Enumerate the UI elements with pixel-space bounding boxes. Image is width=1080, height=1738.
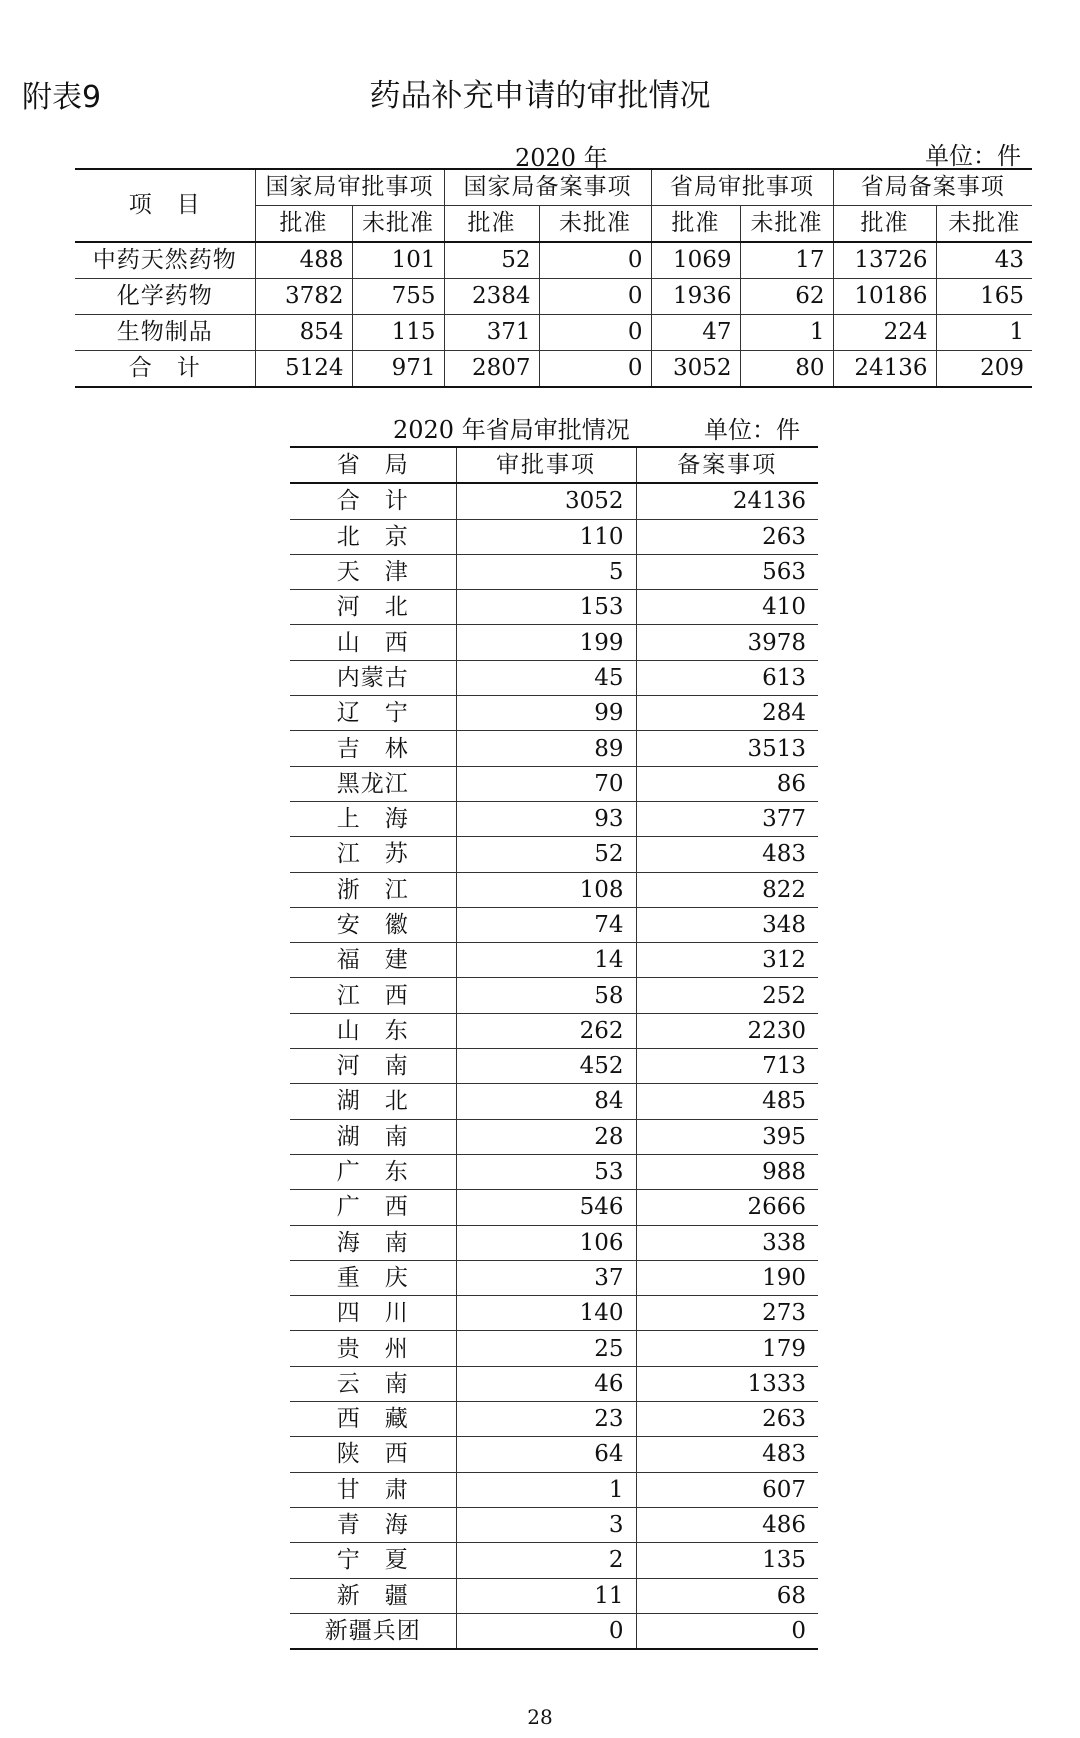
table-row — [290, 625, 818, 660]
table-cell: 89 — [456, 731, 636, 766]
table-row — [290, 872, 818, 907]
province-cell: 山 东 — [290, 1013, 456, 1048]
table-row — [290, 1296, 818, 1331]
table-row — [75, 242, 1032, 279]
table-cell: 1069 — [651, 242, 740, 279]
table-cell: 190 — [636, 1260, 818, 1295]
sub-header: 批准 — [444, 206, 539, 243]
table-cell: 45 — [456, 660, 636, 695]
table-cell: 28 — [456, 1119, 636, 1154]
table-cell: 410 — [636, 590, 818, 625]
table-row — [290, 1119, 818, 1154]
table-cell: 2666 — [636, 1190, 818, 1225]
table-cell: 284 — [636, 696, 818, 731]
table-row — [290, 590, 818, 625]
table-cell: 0 — [539, 279, 651, 315]
table-cell: 13726 — [833, 242, 936, 279]
provincial-approval-table — [290, 446, 818, 1650]
table-cell: 24136 — [636, 483, 818, 519]
table-cell: 0 — [636, 1613, 818, 1649]
table-row — [290, 1260, 818, 1295]
province-cell: 湖 北 — [290, 1084, 456, 1119]
row-label: 中药天然药物 — [75, 242, 255, 279]
province-cell: 河 南 — [290, 1049, 456, 1084]
province-cell: 新疆兵团 — [290, 1613, 456, 1649]
table-cell: 0 — [539, 315, 651, 351]
table-row — [290, 1613, 818, 1649]
table-cell: 1333 — [636, 1366, 818, 1401]
table-cell: 252 — [636, 978, 818, 1013]
table-cell: 93 — [456, 801, 636, 836]
group-header: 省局备案事项 — [833, 169, 1032, 206]
table-cell: 0 — [456, 1613, 636, 1649]
group-header: 国家局备案事项 — [444, 169, 651, 206]
table1-unit: 单位：件 — [925, 142, 1021, 170]
table-cell: 46 — [456, 1366, 636, 1401]
page-number: 28 — [527, 1705, 553, 1729]
table-cell: 2 — [456, 1543, 636, 1578]
table-cell: 165 — [936, 279, 1032, 315]
row-label: 生物制品 — [75, 315, 255, 351]
province-cell: 山 西 — [290, 625, 456, 660]
table-cell: 62 — [740, 279, 833, 315]
table-cell: 1 — [740, 315, 833, 351]
table-cell: 1936 — [651, 279, 740, 315]
group-header: 国家局审批事项 — [255, 169, 444, 206]
table-row — [290, 907, 818, 942]
table-row — [290, 1084, 818, 1119]
province-cell: 安 徽 — [290, 907, 456, 942]
table-cell: 563 — [636, 554, 818, 589]
table-cell: 108 — [456, 872, 636, 907]
table-row — [290, 1190, 818, 1225]
sub-header: 批准 — [833, 206, 936, 243]
table-cell: 209 — [936, 351, 1032, 388]
table-cell: 17 — [740, 242, 833, 279]
table-cell: 273 — [636, 1296, 818, 1331]
table-row — [75, 279, 1032, 315]
sub-header: 未批准 — [352, 206, 444, 243]
table-cell: 713 — [636, 1049, 818, 1084]
group-header: 省局审批事项 — [651, 169, 833, 206]
row-header: 项 目 — [75, 169, 255, 242]
table-cell: 607 — [636, 1472, 818, 1507]
table-cell: 47 — [651, 315, 740, 351]
sub-header: 批准 — [255, 206, 352, 243]
table-row — [290, 1331, 818, 1366]
table-cell: 371 — [444, 315, 539, 351]
table2-unit: 单位：件 — [704, 416, 800, 444]
table-cell: 2807 — [444, 351, 539, 388]
province-cell: 四 川 — [290, 1296, 456, 1331]
table-row — [290, 696, 818, 731]
table-cell: 0 — [539, 351, 651, 388]
table-cell: 338 — [636, 1225, 818, 1260]
table-cell: 263 — [636, 1402, 818, 1437]
table-row — [290, 1402, 818, 1437]
table-cell: 52 — [456, 837, 636, 872]
table-row — [290, 1366, 818, 1401]
province-cell: 甘 肃 — [290, 1472, 456, 1507]
province-cell: 吉 林 — [290, 731, 456, 766]
table-cell: 483 — [636, 837, 818, 872]
table-cell: 3 — [456, 1507, 636, 1542]
table-cell: 135 — [636, 1543, 818, 1578]
table-cell: 546 — [456, 1190, 636, 1225]
table-cell: 452 — [456, 1049, 636, 1084]
province-cell: 广 东 — [290, 1154, 456, 1189]
table-cell: 2230 — [636, 1013, 818, 1048]
table-cell: 70 — [456, 766, 636, 801]
table-cell: 101 — [352, 242, 444, 279]
table-row — [290, 1437, 818, 1472]
table-row — [290, 1013, 818, 1048]
sub-header: 未批准 — [539, 206, 651, 243]
table-cell: 377 — [636, 801, 818, 836]
province-cell: 上 海 — [290, 801, 456, 836]
table-row — [290, 1507, 818, 1542]
table1-year: 2020 年 — [515, 144, 608, 172]
table-cell: 3978 — [636, 625, 818, 660]
col-header-approval: 审批事项 — [456, 447, 636, 483]
table-cell: 5 — [456, 554, 636, 589]
province-cell: 北 京 — [290, 519, 456, 554]
province-cell: 江 西 — [290, 978, 456, 1013]
province-cell: 陕 西 — [290, 1437, 456, 1472]
table-cell: 14 — [456, 943, 636, 978]
table-row — [290, 943, 818, 978]
table-row — [290, 1578, 818, 1613]
province-cell: 海 南 — [290, 1225, 456, 1260]
table-cell: 3052 — [651, 351, 740, 388]
table-cell: 10186 — [833, 279, 936, 315]
col-header-province: 省 局 — [290, 447, 456, 483]
table-cell: 84 — [456, 1084, 636, 1119]
table-cell: 11 — [456, 1578, 636, 1613]
province-cell: 新 疆 — [290, 1578, 456, 1613]
table-cell: 488 — [255, 242, 352, 279]
row-label: 化学药物 — [75, 279, 255, 315]
table-row — [290, 801, 818, 836]
table-cell: 24136 — [833, 351, 936, 388]
table-cell: 23 — [456, 1402, 636, 1437]
table-cell: 25 — [456, 1331, 636, 1366]
table-row — [290, 978, 818, 1013]
table-cell: 58 — [456, 978, 636, 1013]
province-cell: 贵 州 — [290, 1331, 456, 1366]
table-cell: 348 — [636, 907, 818, 942]
province-cell: 广 西 — [290, 1190, 456, 1225]
province-cell: 河 北 — [290, 590, 456, 625]
table-cell: 483 — [636, 1437, 818, 1472]
table-cell: 988 — [636, 1154, 818, 1189]
table-cell: 153 — [456, 590, 636, 625]
table-cell: 43 — [936, 242, 1032, 279]
table-cell: 140 — [456, 1296, 636, 1331]
table-cell: 485 — [636, 1084, 818, 1119]
table-row — [290, 1225, 818, 1260]
province-cell: 青 海 — [290, 1507, 456, 1542]
table-cell: 0 — [539, 242, 651, 279]
province-cell: 湖 南 — [290, 1119, 456, 1154]
table-cell: 3782 — [255, 279, 352, 315]
table-cell: 822 — [636, 872, 818, 907]
province-cell: 西 藏 — [290, 1402, 456, 1437]
table-cell: 854 — [255, 315, 352, 351]
province-cell: 江 苏 — [290, 837, 456, 872]
sub-header: 批准 — [651, 206, 740, 243]
table-row — [290, 1154, 818, 1189]
table-cell: 613 — [636, 660, 818, 695]
table-row — [75, 351, 1032, 388]
province-cell: 黑龙江 — [290, 766, 456, 801]
province-cell: 重 庆 — [290, 1260, 456, 1295]
province-cell: 云 南 — [290, 1366, 456, 1401]
table-cell: 199 — [456, 625, 636, 660]
province-cell: 福 建 — [290, 943, 456, 978]
province-cell: 合 计 — [290, 483, 456, 519]
table-cell: 80 — [740, 351, 833, 388]
table-row — [75, 315, 1032, 351]
table2-title: 2020 年省局审批情况 — [393, 416, 630, 444]
table-cell: 1 — [456, 1472, 636, 1507]
table-cell: 3052 — [456, 483, 636, 519]
table-cell: 179 — [636, 1331, 818, 1366]
table-cell: 99 — [456, 696, 636, 731]
table-cell: 971 — [352, 351, 444, 388]
table-cell: 53 — [456, 1154, 636, 1189]
national-provincial-approval-table — [75, 168, 1032, 388]
table-row — [290, 660, 818, 695]
page-title: 药品补充申请的审批情况 — [369, 78, 711, 114]
table-cell: 3513 — [636, 731, 818, 766]
table-row — [290, 837, 818, 872]
table-cell: 74 — [456, 907, 636, 942]
table-cell: 52 — [444, 242, 539, 279]
table-cell: 37 — [456, 1260, 636, 1295]
table-row — [290, 1049, 818, 1084]
table-row — [290, 1543, 818, 1578]
table-cell: 64 — [456, 1437, 636, 1472]
table-row — [290, 766, 818, 801]
table-cell: 5124 — [255, 351, 352, 388]
province-cell: 浙 江 — [290, 872, 456, 907]
col-header-filing: 备案事项 — [636, 447, 818, 483]
table-cell: 486 — [636, 1507, 818, 1542]
sub-header: 未批准 — [936, 206, 1032, 243]
table-cell: 263 — [636, 519, 818, 554]
province-cell: 天 津 — [290, 554, 456, 589]
table-cell: 224 — [833, 315, 936, 351]
table-cell: 110 — [456, 519, 636, 554]
table-cell: 2384 — [444, 279, 539, 315]
table-cell: 86 — [636, 766, 818, 801]
sub-header: 未批准 — [740, 206, 833, 243]
table-cell: 395 — [636, 1119, 818, 1154]
row-label: 合 计 — [75, 351, 255, 388]
table-cell: 262 — [456, 1013, 636, 1048]
table-row — [290, 554, 818, 589]
table-cell: 115 — [352, 315, 444, 351]
table-row — [290, 519, 818, 554]
province-cell: 宁 夏 — [290, 1543, 456, 1578]
table-cell: 106 — [456, 1225, 636, 1260]
province-cell: 辽 宁 — [290, 696, 456, 731]
table-row — [290, 731, 818, 766]
appendix-label: 附表9 — [22, 80, 102, 115]
province-cell: 内蒙古 — [290, 660, 456, 695]
table-cell: 755 — [352, 279, 444, 315]
table-cell: 1 — [936, 315, 1032, 351]
table-row — [290, 1472, 818, 1507]
table-row — [290, 483, 818, 519]
table-cell: 68 — [636, 1578, 818, 1613]
table-cell: 312 — [636, 943, 818, 978]
